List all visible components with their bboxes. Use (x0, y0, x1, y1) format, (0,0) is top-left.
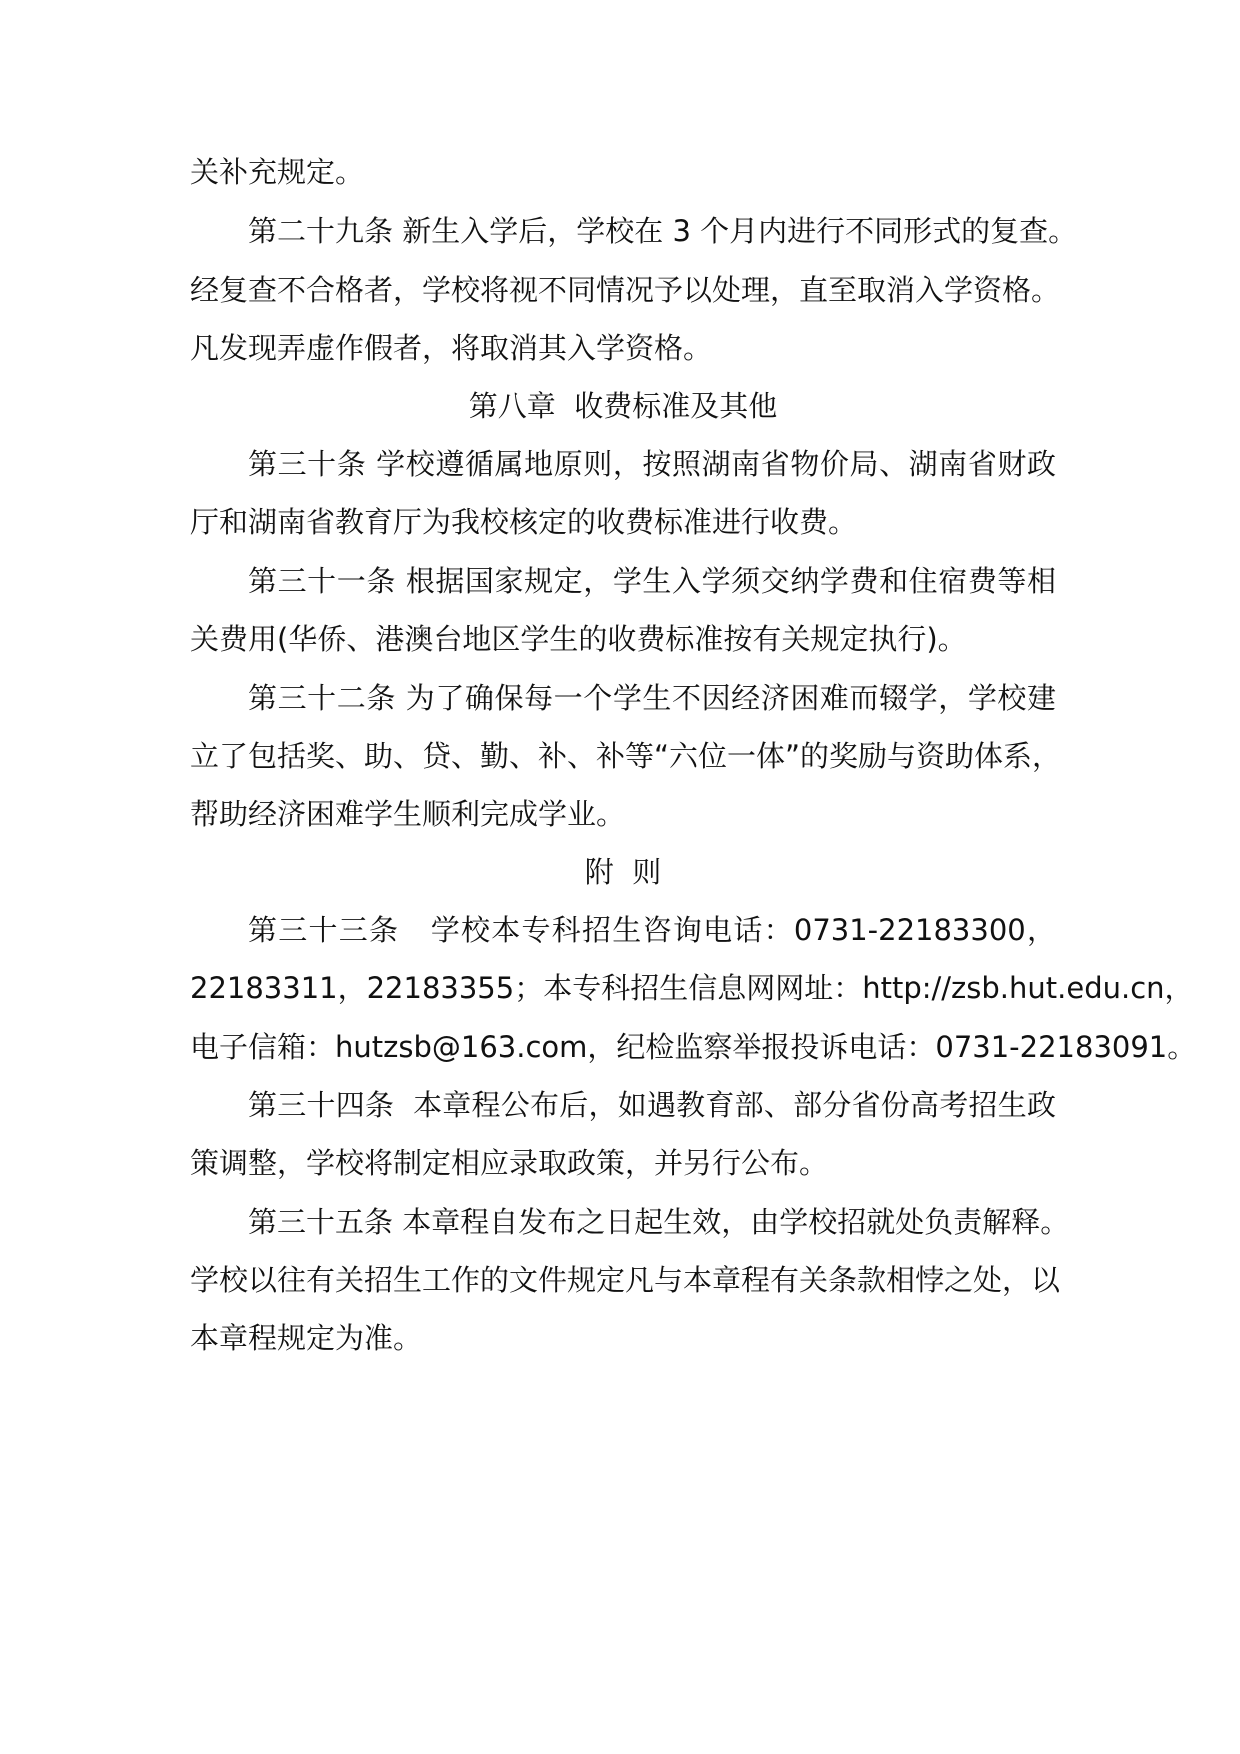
article-32-line-2: 立了包括奖、助、贷、勤、补、补等“六位一体”的奖励与资助体系， (190, 739, 1062, 773)
article-33-line-1 (248, 910, 1056, 950)
article-label: 第三十三条 (248, 913, 400, 947)
appendix-heading: 附 则 (584, 855, 662, 889)
article-text: 学校本专科招生咨询电话：0731-22183300， (430, 913, 1056, 947)
chapter-heading: 第八章 收费标准及其他 (468, 389, 778, 423)
article-35-line-1 (248, 1202, 1070, 1242)
article-label: 第三十五条 (248, 1205, 394, 1239)
article-label: 第二十九条 (248, 214, 394, 248)
article-33-line-3: 电子信箱：hutzsb@163.com，纪检监察举报投诉电话：0731-22183091。 (190, 1030, 1197, 1064)
article-29-line-2: 经复查不合格者，学校将视不同情况予以处理，直至取消入学资格。 (190, 273, 1061, 307)
article-text: 为了确保每一个学生不因经济困难而辍学，学校建 (405, 681, 1056, 715)
article-32-line-3: 帮助经济困难学生顺利完成学业。 (190, 797, 626, 831)
article-34-line-1 (248, 1085, 1056, 1125)
article-33-line-2: 22183311，22183355；本专科招生信息网网址：http://zsb.hut.edu.cn， (190, 971, 1194, 1005)
article-label: 第三十条 (248, 447, 367, 481)
article-text: 本章程自发布之日起生效，由学校招就处负责解释。 (402, 1205, 1070, 1239)
article-35-line-2: 学校以往有关招生工作的文件规定凡与本章程有关条款相悖之处，以 (190, 1263, 1061, 1297)
article-text: 学校遵循属地原则，按照湖南省物价局、湖南省财政 (376, 447, 1056, 481)
article-label: 第三十一条 (248, 564, 396, 598)
article-31-line-2: 关费用(华侨、港澳台地区学生的收费标准按有关规定执行)。 (190, 622, 967, 656)
article-32-line-1 (248, 678, 1056, 718)
article-35-line-3: 本章程规定为准。 (190, 1321, 423, 1355)
article-31-line-1 (248, 561, 1056, 601)
article-29-line-3: 凡发现弄虚作假者，将取消其入学资格。 (190, 331, 713, 365)
article-30-line-1 (248, 444, 1056, 484)
article-text: 根据国家规定，学生入学须交纳学费和住宿费等相 (405, 564, 1056, 598)
article-label: 第三十四条 (248, 1088, 395, 1122)
article-30-line-2: 厅和湖南省教育厅为我校核定的收费标准进行收费。 (190, 505, 858, 539)
article-text: 新生入学后，学校在 3 个月内进行不同形式的复查。 (402, 214, 1078, 248)
article-label: 第三十二条 (248, 681, 396, 715)
paragraph-line: 关补充规定。 (190, 155, 365, 189)
article-text: 本章程公布后，如遇教育部、部分省份高考招生政 (413, 1088, 1056, 1122)
article-34-line-2: 策调整，学校将制定相应录取政策，并另行公布。 (190, 1146, 829, 1180)
article-29-line-1 (248, 211, 1078, 251)
